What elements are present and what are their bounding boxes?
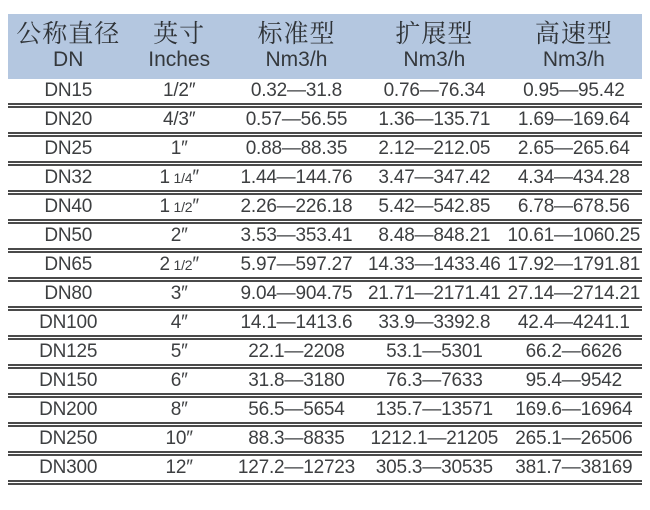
table-row [8,222,642,251]
cell-dn: DN80 [8,280,128,309]
flow-spec-table [8,14,642,485]
table-row [8,309,642,338]
cell-inches: 5″ [128,338,229,367]
cell-dn: DN150 [8,367,128,396]
cell-extended: 76.3—7633 [363,367,506,396]
inch-fraction: 1/2 [169,257,193,273]
cell-inches: 1/2″ [128,79,229,106]
cell-extended: 135.7—13571 [363,396,506,425]
cell-extended: 8.48—848.21 [363,222,506,251]
header-row [8,14,642,79]
cell-standard: 22.1—2208 [230,338,363,367]
table-row [8,396,642,425]
table-row [8,338,642,367]
cell-dn: DN20 [8,106,128,135]
cell-standard: 2.26—226.18 [230,193,363,222]
col-header-standard [230,14,363,79]
col-header-dn-zh: 公称直径 [16,20,121,48]
cell-extended: 1212.1—21205 [363,425,506,454]
table-row [8,135,642,164]
table-row [8,164,642,193]
cell-inches: 2″ [128,222,229,251]
col-header-highspeed-sub: Nm3/h [542,48,605,71]
table-row [8,79,642,106]
col-header-standard-sub: Nm3/h [265,48,328,71]
cell-dn: DN65 [8,251,128,280]
cell-standard: 14.1—1413.6 [230,309,363,338]
cell-inches: 6″ [128,367,229,396]
inch-fraction: 1/2 [169,199,193,215]
cell-highspeed: 27.14—2714.21 [506,280,642,309]
cell-standard: 9.04—904.75 [230,280,363,309]
table-header [8,14,642,79]
cell-dn: DN250 [8,425,128,454]
col-header-extended-zh: 扩展型 [395,20,474,48]
cell-extended: 1.36—135.71 [363,106,506,135]
cell-dn: DN300 [8,454,128,483]
cell-highspeed: 42.4—4241.1 [506,309,642,338]
cell-extended: 53.1—5301 [363,338,506,367]
cell-standard: 31.8—3180 [230,367,363,396]
cell-dn: DN15 [8,79,128,106]
cell-standard: 56.5—5654 [230,396,363,425]
cell-standard: 0.57—56.55 [230,106,363,135]
cell-highspeed: 66.2—6626 [506,338,642,367]
col-header-dn-sub: DN [53,48,84,71]
table-row [8,280,642,309]
cell-inches: 1 1/2″ [128,193,229,222]
cell-inches: 4/3″ [128,106,229,135]
table-row [8,106,642,135]
table-row [8,425,642,454]
cell-highspeed: 6.78—678.56 [506,193,642,222]
cell-inches: 4″ [128,309,229,338]
cell-highspeed: 17.92—1791.81 [506,251,642,280]
col-header-standard-zh: 标准型 [257,20,336,48]
table-row [8,193,642,222]
cell-inches: 3″ [128,280,229,309]
table-row [8,251,642,280]
cell-highspeed: 0.95—95.42 [506,79,642,106]
cell-extended: 2.12—212.05 [363,135,506,164]
col-header-highspeed-zh: 高速型 [534,20,613,48]
inch-fraction: 1/4 [169,170,193,186]
col-header-extended-sub: Nm3/h [403,48,466,71]
cell-dn: DN50 [8,222,128,251]
cell-extended: 305.3—30535 [363,454,506,483]
cell-dn: DN200 [8,396,128,425]
cell-highspeed: 169.6—16964 [506,396,642,425]
cell-highspeed: 2.65—265.64 [506,135,642,164]
cell-extended: 21.71—2171.41 [363,280,506,309]
cell-dn: DN32 [8,164,128,193]
col-header-inches [128,14,229,79]
cell-inches: 10″ [128,425,229,454]
cell-extended: 33.9—3392.8 [363,309,506,338]
col-header-highspeed [506,14,642,79]
cell-standard: 0.88—88.35 [230,135,363,164]
cell-highspeed: 381.7—38169 [506,454,642,483]
cell-inches: 2 1/2″ [128,251,229,280]
cell-standard: 1.44—144.76 [230,164,363,193]
cell-extended: 14.33—1433.46 [363,251,506,280]
cell-dn: DN100 [8,309,128,338]
table-row [8,367,642,396]
cell-standard: 0.32—31.8 [230,79,363,106]
cell-dn: DN125 [8,338,128,367]
cell-highspeed: 1.69—169.64 [506,106,642,135]
col-header-inches-sub: Inches [148,48,211,71]
col-header-extended [363,14,506,79]
cell-highspeed: 265.1—26506 [506,425,642,454]
cell-standard: 5.97—597.27 [230,251,363,280]
cell-dn: DN40 [8,193,128,222]
cell-inches: 1 1/4″ [128,164,229,193]
col-header-dn [8,14,128,79]
cell-highspeed: 95.4—9542 [506,367,642,396]
cell-highspeed: 10.61—1060.25 [506,222,642,251]
cell-inches: 1″ [128,135,229,164]
cell-standard: 127.2—12723 [230,454,363,483]
cell-inches: 12″ [128,454,229,483]
cell-inches: 8″ [128,396,229,425]
cell-highspeed: 4.34—434.28 [506,164,642,193]
cell-extended: 3.47—347.42 [363,164,506,193]
cell-extended: 5.42—542.85 [363,193,506,222]
cell-standard: 3.53—353.41 [230,222,363,251]
table-row [8,454,642,483]
cell-dn: DN25 [8,135,128,164]
table-body [8,79,642,483]
cell-standard: 88.3—8835 [230,425,363,454]
cell-extended: 0.76—76.34 [363,79,506,106]
col-header-inches-zh: 英寸 [153,20,206,48]
